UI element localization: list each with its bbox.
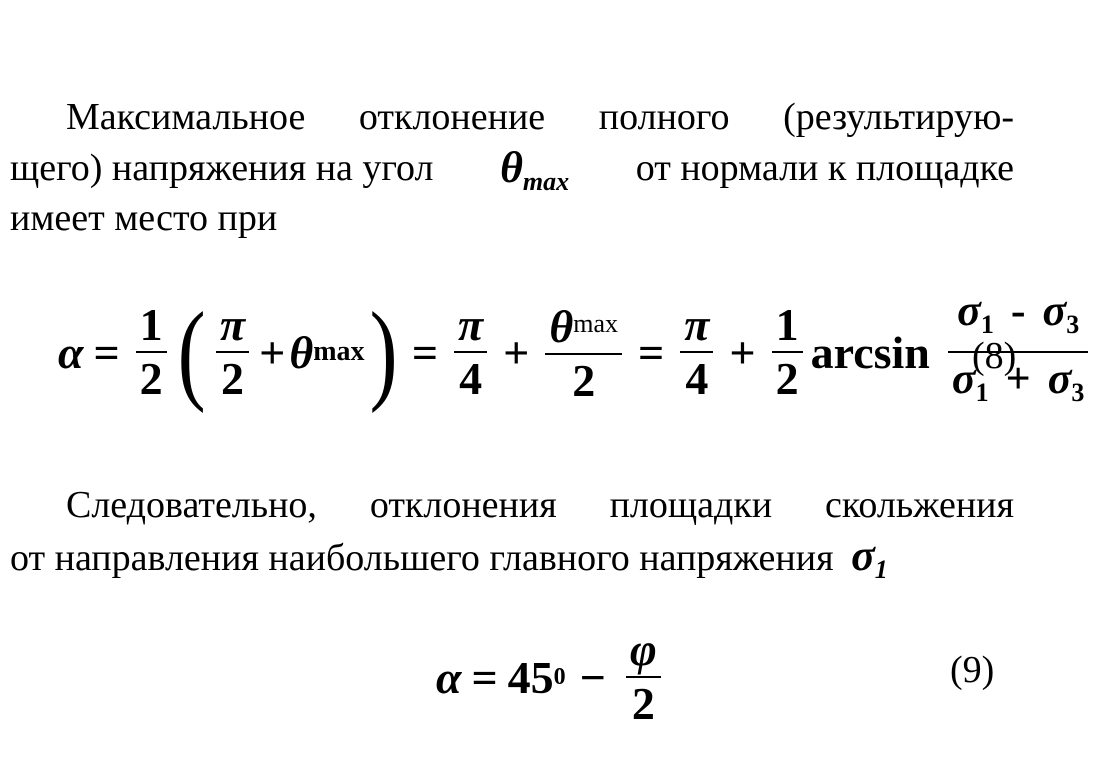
- paragraph-1-line-2-end: от нормали к площадке: [635, 147, 1014, 189]
- equation-9: [436, 622, 667, 732]
- equation-9-number: (9): [950, 649, 995, 691]
- minus-sign: −: [579, 651, 606, 703]
- equation-8-number: (8): [972, 335, 1017, 377]
- theta-max-symbol: $\theta_{max}$: [500, 143, 570, 196]
- plus-sign: +: [503, 326, 530, 378]
- fraction-phi-over-2: $\frac{\varphi}{2}$: [626, 624, 661, 730]
- plus-sign: +: [729, 326, 756, 378]
- equals-sign: =: [638, 326, 665, 378]
- paragraph-1-line-1-text: Максимальное отклонение полного (результирую-: [66, 96, 1014, 138]
- right-paren: ): [369, 290, 398, 414]
- paragraph-1-line-2-start: щего) напряжения на угол: [10, 147, 434, 189]
- fraction-pi-over-4: $\frac{\pi}{4}$: [680, 299, 713, 405]
- paragraph-1-line-3-text: имеет место при: [10, 197, 278, 239]
- theta-symbol: θ: [289, 326, 314, 378]
- fraction-one-half: $\frac{1}{2}$: [772, 299, 803, 405]
- value-45: 45: [507, 651, 554, 703]
- equals-sign: =: [471, 651, 498, 703]
- sigma-1-symbol: $\sigma_1$: [851, 531, 888, 584]
- paragraph-2-line-2: [10, 533, 1014, 593]
- paragraph-1-line-3: [10, 195, 1014, 241]
- paragraph-1-line-1: [10, 94, 1014, 140]
- degree-superscript: 0: [553, 663, 566, 690]
- equation-8: [58, 286, 1094, 414]
- fraction-pi-over-4: $\frac{\pi}{4}$: [454, 299, 487, 405]
- equals-sign: =: [93, 326, 120, 378]
- alpha-symbol: α: [58, 326, 84, 378]
- theta-sub-max: max: [313, 336, 365, 367]
- paragraph-2-line-1-text: Следовательно, отклонения площадки скольжения: [66, 484, 1014, 526]
- fraction-theta-max-over-2: $\frac{\theta^{max}}{2}$: [545, 298, 622, 407]
- alpha-symbol: α: [436, 651, 462, 703]
- paragraph-2-line-1: [10, 482, 1014, 528]
- fraction-sigma: $\frac{\sigma 1 - \sigma 3}{\sigma 1 + \sigma 3}$: [948, 285, 1089, 419]
- equals-sign: =: [411, 326, 439, 378]
- plus-sign: +: [259, 326, 286, 378]
- paragraph-2-line-2-text: от направления наибольшего главного напряжения: [10, 537, 834, 579]
- left-paren: (: [177, 290, 206, 414]
- fraction-pi-over-2: $\frac{\pi}{2}$: [216, 299, 249, 405]
- arcsin-function: arcsin: [810, 326, 930, 378]
- fraction-one-half: $\frac{1}{2}$: [136, 299, 167, 405]
